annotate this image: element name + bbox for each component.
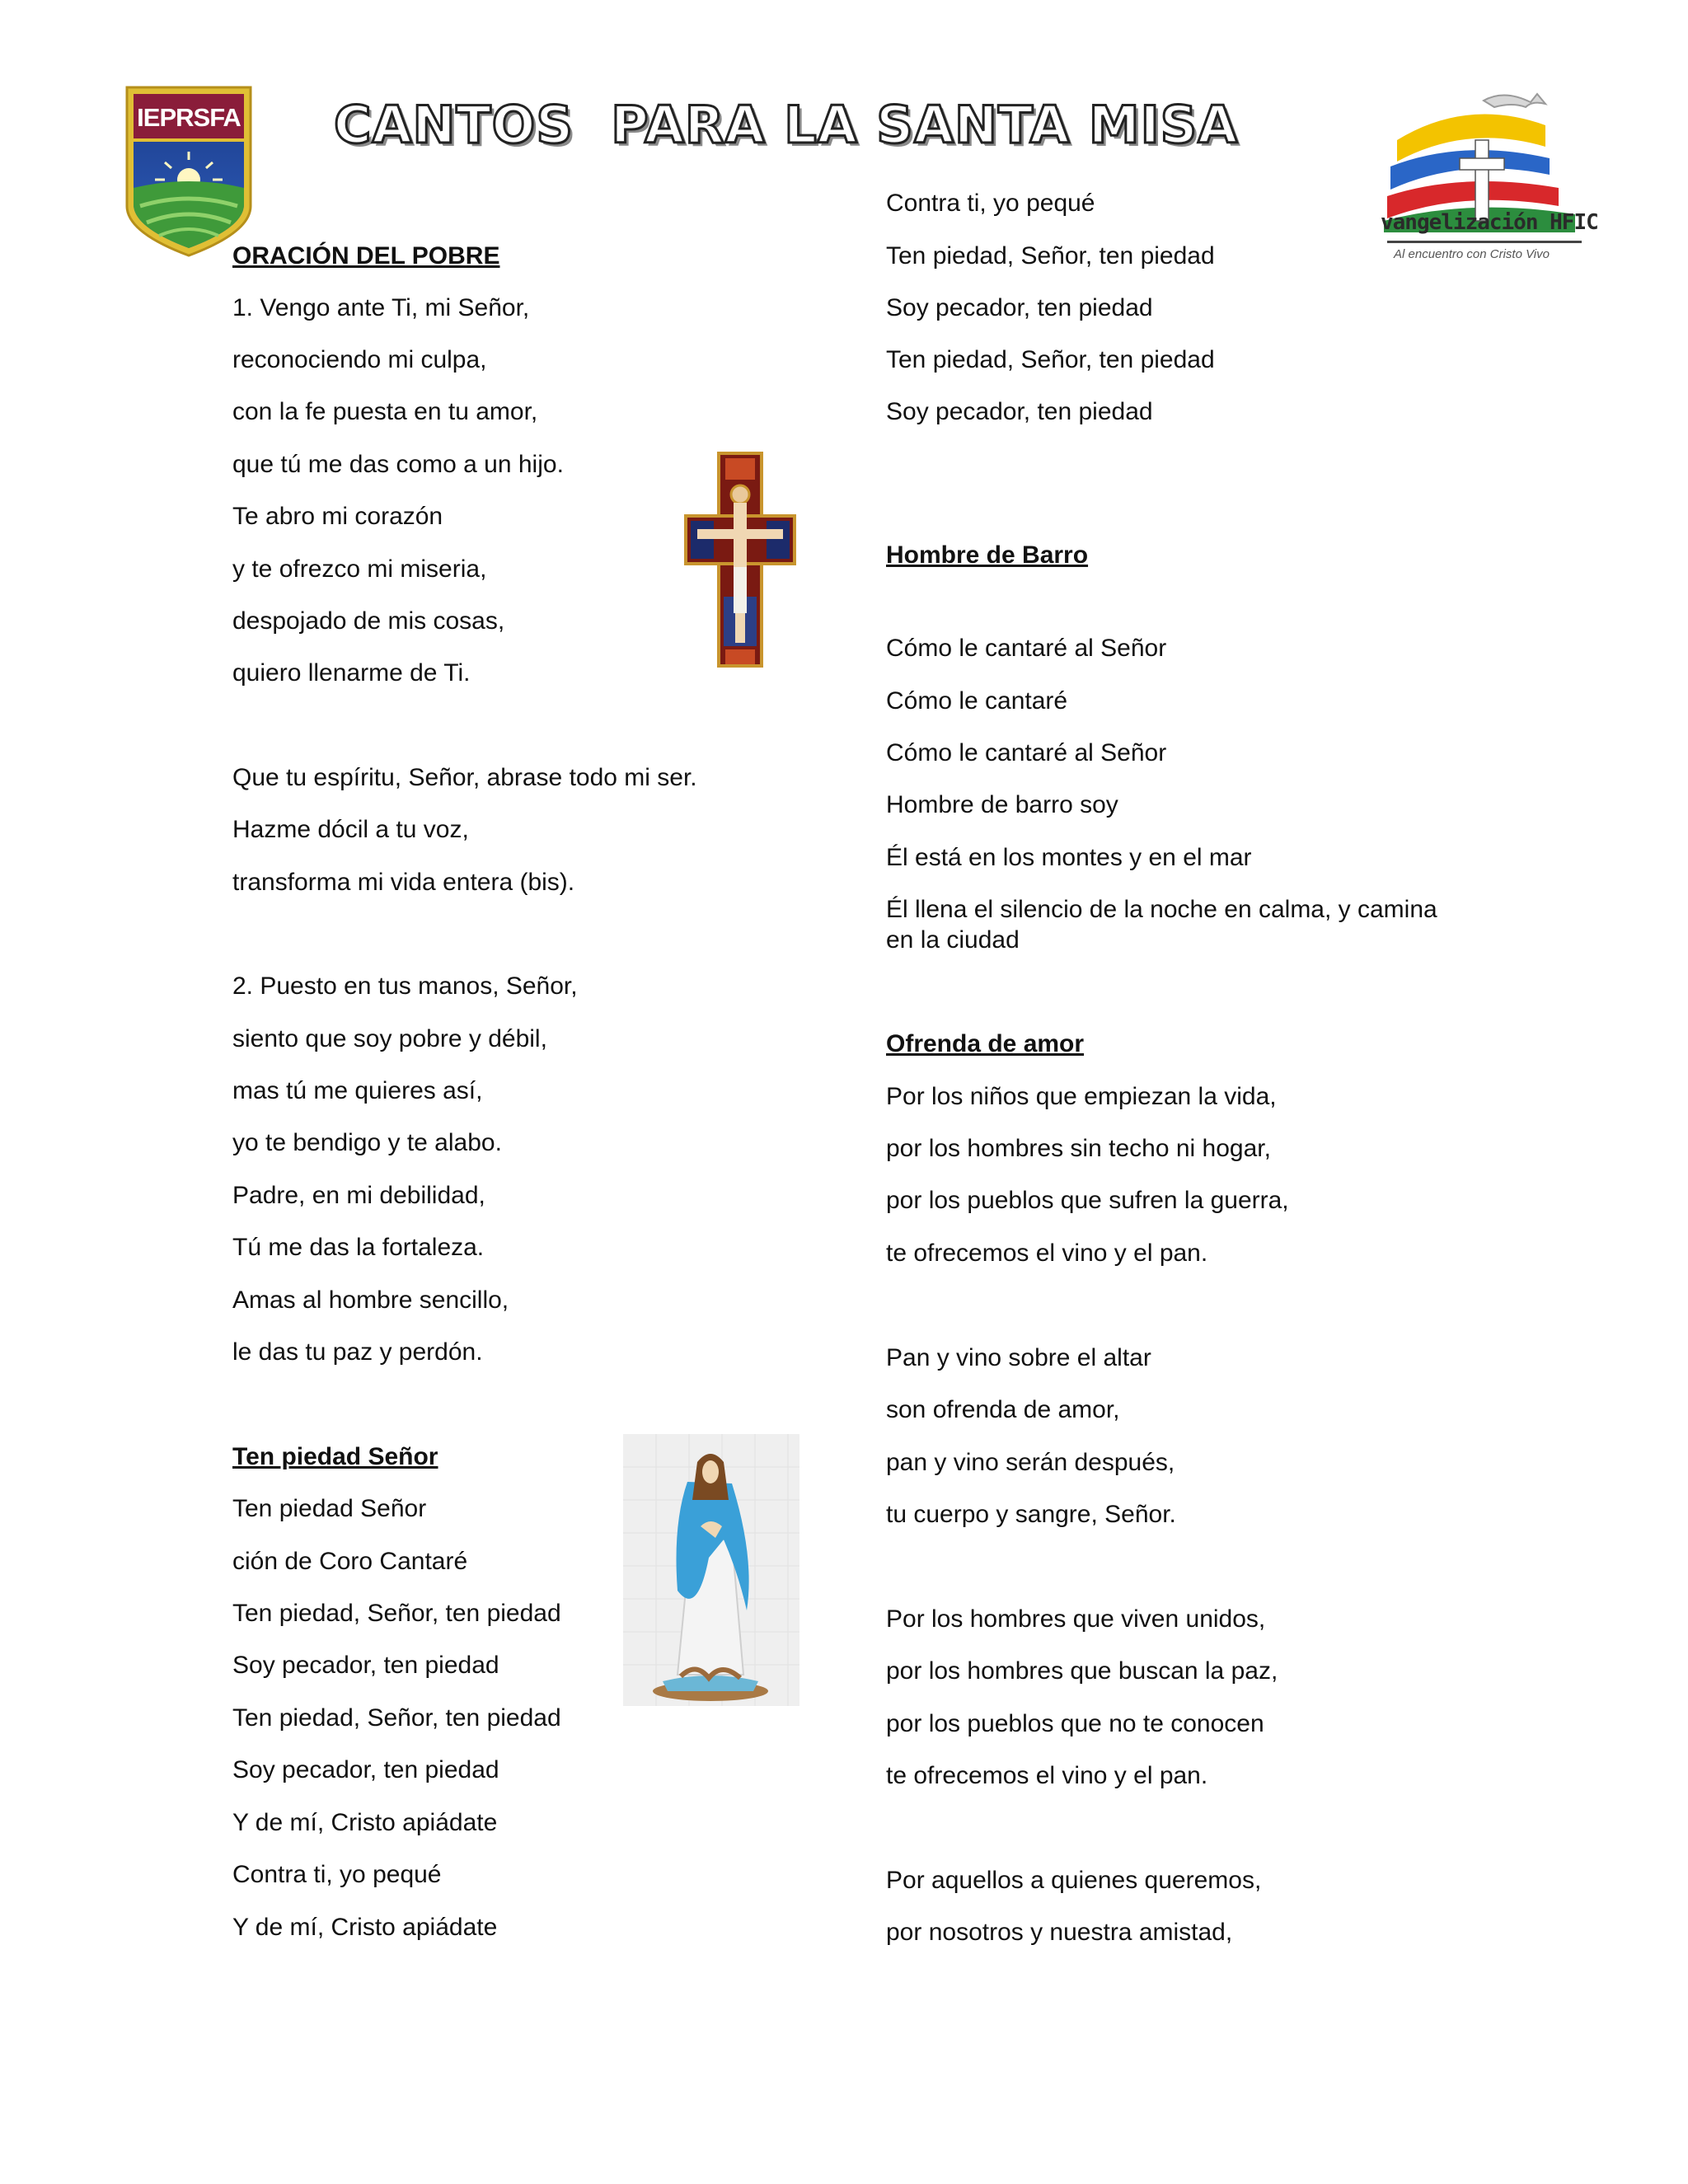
lyric-line: Que tu espíritu, Señor, abrase todo mi ser. <box>232 764 697 791</box>
evangelization-logo-tagline: Al encuentro con Cristo Vivo <box>1394 247 1550 261</box>
lyric-line: Contra ti, yo pequé <box>886 190 1095 217</box>
lyric-line: Tú me das la fortaleza. <box>232 1234 485 1261</box>
lyric-line: quiero llenarme de Ti. <box>232 659 471 687</box>
lyric-line: por los hombres sin techo ni hogar, <box>886 1135 1271 1162</box>
lyric-line: Te abro mi corazón <box>232 503 443 530</box>
svg-text:IEPRSFA: IEPRSFA <box>137 103 241 132</box>
lyric-line: Pan y vino sobre el altar <box>886 1344 1151 1371</box>
lyric-line: Padre, en mi debilidad, <box>232 1182 485 1209</box>
lyric-line: Él llena el silencio de la noche en calma, y camina en la ciudad <box>886 896 1437 954</box>
lyric-line: ción de Coro Cantaré <box>232 1548 468 1575</box>
lyric-line: Por los niños que empiezan la vida, <box>886 1083 1277 1110</box>
lyric-line: Hombre de barro soy <box>886 791 1118 818</box>
virgin-mary-statue-image <box>623 1434 799 1706</box>
lyric-line: le das tu paz y perdón. <box>232 1338 483 1366</box>
school-crest-logo <box>122 82 256 260</box>
lyric-line: Por los hombres que viven unidos, <box>886 1605 1266 1633</box>
lyric-line: siento que soy pobre y débil, <box>232 1025 547 1052</box>
lyric-line: mas tú me quieres así, <box>232 1077 483 1104</box>
lyric-line: 2. Puesto en tus manos, Señor, <box>232 972 578 1000</box>
lyric-line: 1. Vengo ante Ti, mi Señor, <box>232 294 530 321</box>
lyric-line: Soy pecador, ten piedad <box>232 1756 499 1783</box>
lyric-line: Contra ti, yo pequé <box>232 1861 442 1888</box>
page-title: CANTOS PARA LA SANTA MISA <box>334 95 1239 155</box>
lyric-line: Cómo le cantaré al Señor <box>886 739 1167 766</box>
evangelization-logo <box>1381 82 1598 280</box>
lyric-line: te ofrecemos el vino y el pan. <box>886 1762 1208 1789</box>
lyric-line: reconociendo mi culpa, <box>232 346 487 373</box>
lyric-line: que tú me das como a un hijo. <box>232 451 564 478</box>
song-title: Ten piedad Señor <box>232 1443 438 1470</box>
lyric-line: con la fe puesta en tu amor, <box>232 398 538 425</box>
lyric-line: Ten piedad, Señor, ten piedad <box>232 1600 561 1627</box>
lyric-line: tu cuerpo y sangre, Señor. <box>886 1501 1176 1528</box>
song-title: ORACIÓN DEL POBRE <box>232 242 500 269</box>
lyric-line: Ten piedad, Señor, ten piedad <box>886 346 1215 373</box>
lyric-line: y te ofrezco mi miseria, <box>232 555 487 583</box>
song-title: Ofrenda de amor <box>886 1030 1085 1057</box>
lyric-line: Por aquellos a quienes queremos, <box>886 1867 1262 1894</box>
lyric-line: Ten piedad, Señor, ten piedad <box>232 1704 561 1732</box>
lyric-line: Ten piedad, Señor, ten piedad <box>886 242 1215 269</box>
lyric-line: te ofrecemos el vino y el pan. <box>886 1240 1208 1267</box>
lyric-line: Hazme dócil a tu voz, <box>232 816 469 843</box>
lyric-line: pan y vino serán después, <box>886 1449 1175 1476</box>
song-title: Hombre de Barro <box>886 541 1089 569</box>
lyric-line: por los hombres que buscan la paz, <box>886 1657 1278 1685</box>
lyric-line: yo te bendigo y te alabo. <box>232 1129 502 1156</box>
lyric-line: Soy pecador, ten piedad <box>886 398 1153 425</box>
lyric-line: despojado de mis cosas, <box>232 607 505 635</box>
lyric-line: son ofrenda de amor, <box>886 1396 1120 1423</box>
lyric-line: Soy pecador, ten piedad <box>232 1652 499 1679</box>
evangelization-logo-name: vangelización HFIC <box>1381 210 1598 235</box>
lyric-line: Cómo le cantaré <box>886 687 1068 715</box>
lyric-line: por los pueblos que sufren la guerra, <box>886 1187 1289 1214</box>
lyric-line: Cómo le cantaré al Señor <box>886 635 1167 662</box>
lyric-line: por los pueblos que no te conocen <box>886 1710 1264 1737</box>
san-damiano-cross-image <box>682 452 798 669</box>
lyric-line: Y de mí, Cristo apiádate <box>232 1809 498 1836</box>
lyric-line: Y de mí, Cristo apiádate <box>232 1914 498 1941</box>
lyric-line: transforma mi vida entera (bis). <box>232 869 575 896</box>
lyric-line: Amas al hombre sencillo, <box>232 1286 509 1314</box>
logo-divider <box>1387 241 1582 243</box>
lyric-line: Soy pecador, ten piedad <box>886 294 1153 321</box>
lyric-line: Él está en los montes y en el mar <box>886 844 1252 871</box>
lyric-line: por nosotros y nuestra amistad, <box>886 1919 1233 1946</box>
lyric-line: Ten piedad Señor <box>232 1495 427 1522</box>
